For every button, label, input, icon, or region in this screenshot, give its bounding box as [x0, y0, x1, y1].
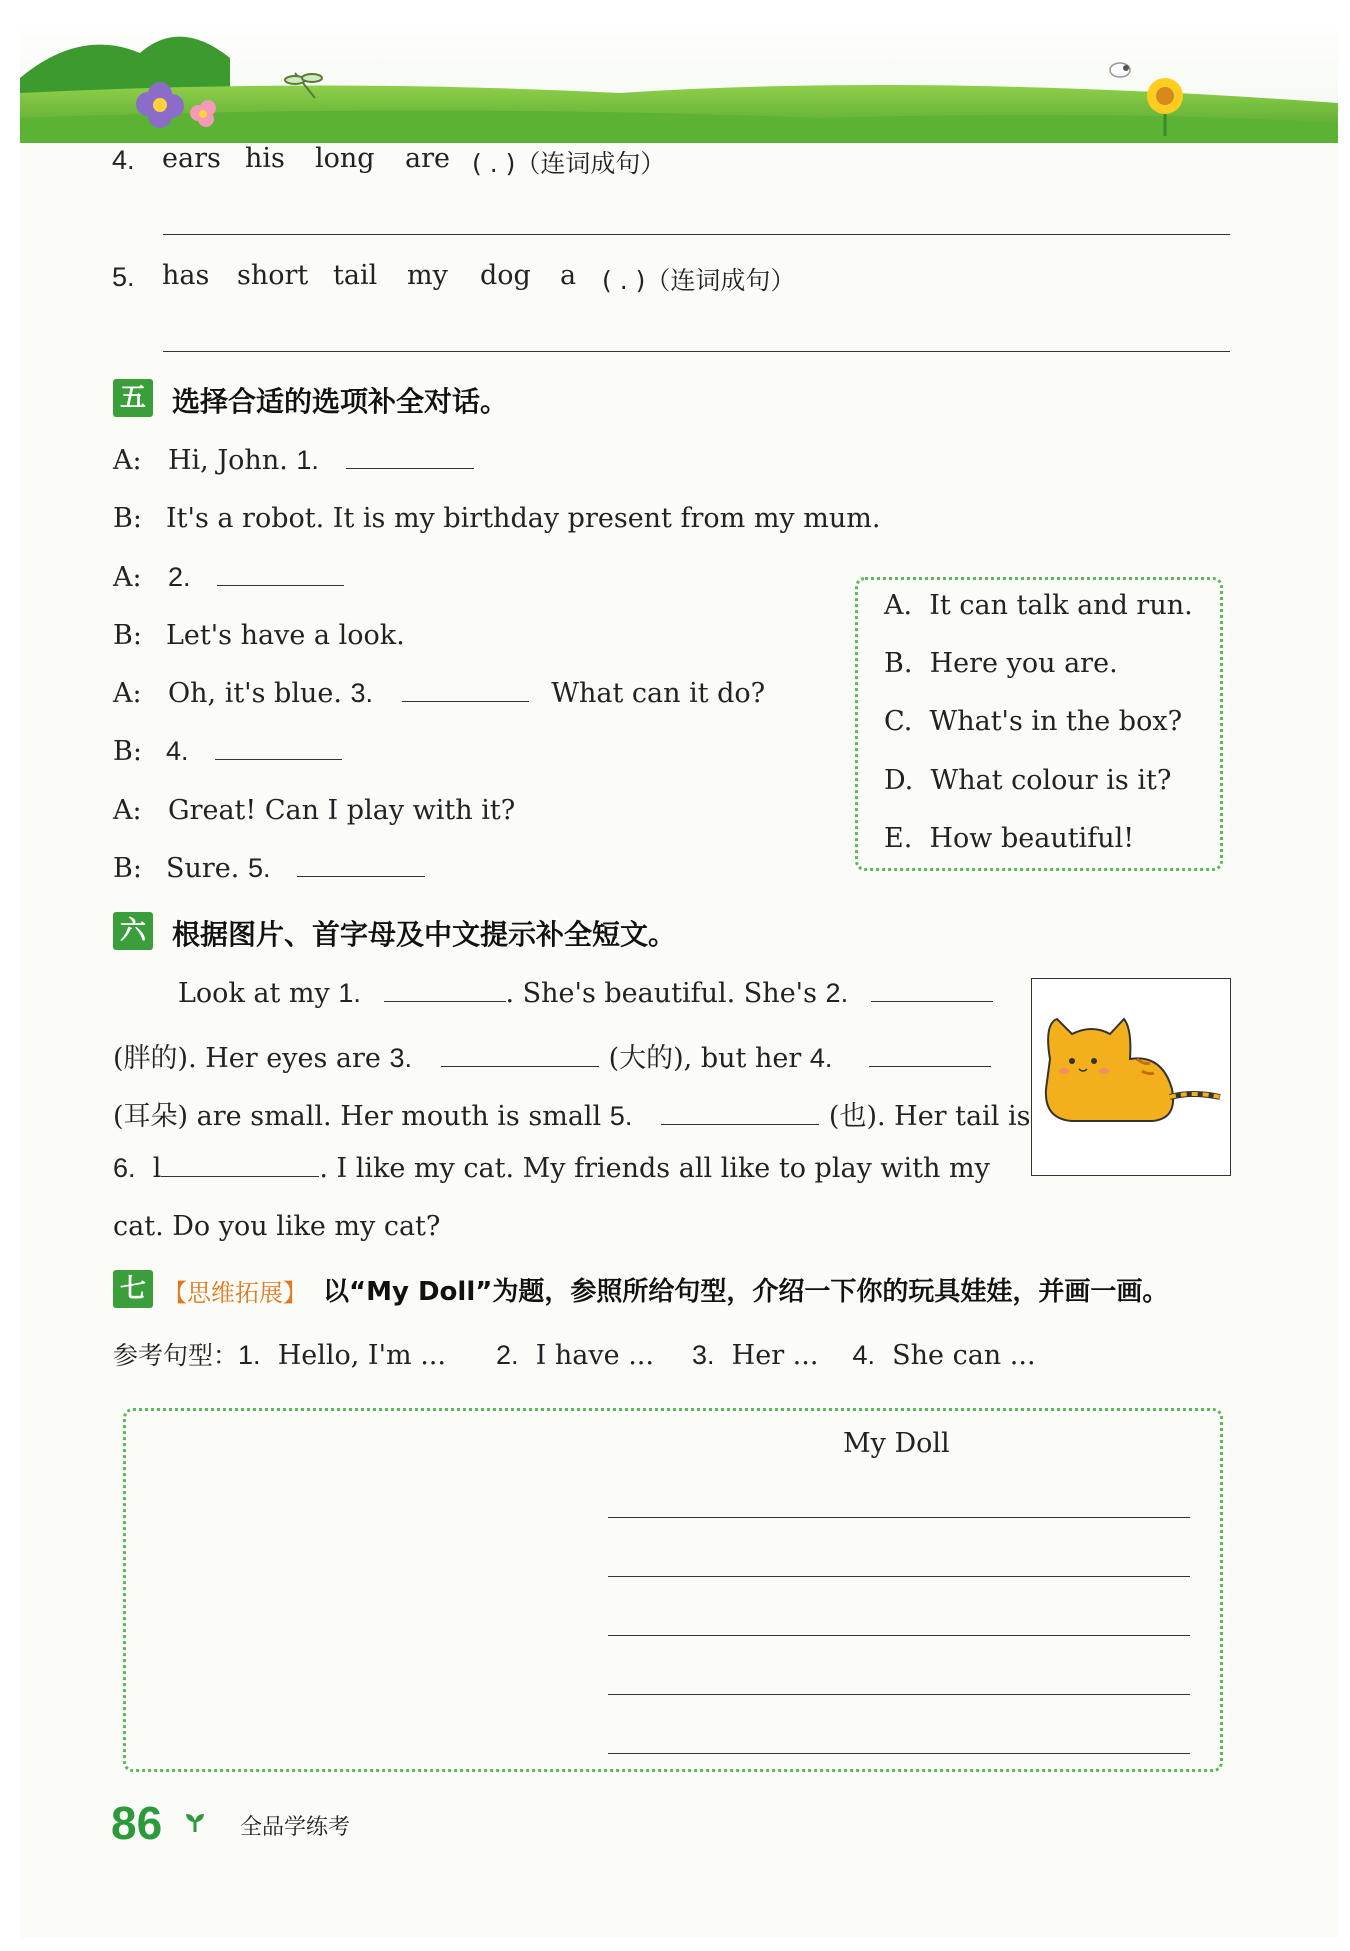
dialog-line: Hi, John. 1. [168, 445, 474, 476]
section-title: 选择合适的选项补全对话。 [172, 385, 509, 418]
answer-blank[interactable] [215, 759, 342, 760]
dialog-line: Let's have a look. [166, 620, 405, 651]
bee-icon [1110, 63, 1130, 77]
question-number: 5. [112, 262, 135, 292]
answer-blank[interactable] [402, 701, 529, 702]
cat-picture [1031, 978, 1231, 1176]
speaker-label: B: [113, 620, 142, 651]
option-item: B. Here you are. [884, 648, 1118, 679]
writing-line[interactable] [608, 1694, 1190, 1695]
answer-blank[interactable] [441, 1066, 599, 1067]
page-number: 86 [111, 1797, 163, 1849]
passage-line: 6. l . I like my cat. My friends all like to play with my [113, 1153, 990, 1184]
brand-name: 全品学练考 [240, 1815, 351, 1840]
scrambled-word: my [407, 260, 448, 291]
scrambled-word: a [560, 260, 577, 291]
scrambled-word: short [237, 260, 309, 291]
speaker-label: A: [113, 562, 142, 593]
passage-line: cat. Do you like my cat? [113, 1211, 441, 1242]
option-item: D. What colour is it? [884, 765, 1172, 796]
option-item: E. How beautiful! [884, 823, 1135, 854]
answer-line[interactable] [163, 234, 1230, 235]
answer-blank[interactable] [869, 1066, 991, 1067]
grass-banner-illustration [20, 18, 1338, 143]
answer-blank[interactable] [217, 585, 344, 586]
scrambled-word: are [405, 143, 450, 174]
dialog-line: It's a robot. It is my birthday present from my mum. [166, 503, 881, 534]
scrambled-word: his [245, 143, 285, 174]
speaker-label: B: [113, 503, 142, 534]
answer-blank[interactable] [161, 1176, 319, 1177]
cat-illustration [1032, 979, 1230, 1175]
writing-line[interactable] [608, 1635, 1190, 1636]
section-title: 以“My Doll”为题，参照所给句型，介绍一下你的玩具娃娃，并画一画。 [323, 1277, 1169, 1307]
section-badge: 六 [113, 912, 153, 950]
answer-blank[interactable] [384, 1001, 506, 1002]
dialog-line: 2. [168, 562, 344, 593]
scrambled-word: has [162, 260, 210, 291]
speaker-label: B: [113, 853, 142, 884]
question-number: 4. [112, 145, 135, 175]
thinking-extension-tag: 【思维拓展】 [163, 1279, 307, 1307]
option-item: C. What's in the box? [884, 706, 1183, 737]
answer-blank[interactable] [871, 1001, 993, 1002]
passage-line: (胖的). Her eyes are 3. (大的), but her 4. [113, 1036, 991, 1075]
answer-blank[interactable] [661, 1124, 819, 1125]
option-item: A. It can talk and run. [884, 590, 1193, 621]
speaker-label: A: [113, 445, 142, 476]
dialog-line: Sure. 5. [166, 853, 425, 884]
section-badge: 七 [113, 1270, 153, 1308]
scrambled-word: tail [333, 260, 378, 291]
answer-blank[interactable] [346, 468, 474, 469]
dialog-line: Great! Can I play with it? [168, 795, 516, 826]
passage-line: Look at my 1. . She's beautiful. She's 2. [178, 978, 993, 1009]
question-hint: ( . )（连词成句） [602, 266, 796, 295]
speaker-label: B: [113, 736, 142, 767]
section-title: 根据图片、首字母及中文提示补全短文。 [172, 918, 677, 951]
scrambled-word: ears [162, 143, 221, 174]
answer-blank[interactable] [297, 876, 425, 877]
scrambled-word: dog [480, 260, 531, 291]
sprout-icon [183, 1810, 207, 1834]
dialog-line: Oh, it's blue. 3. What can it do? [168, 678, 766, 709]
writing-line[interactable] [608, 1753, 1190, 1754]
dialog-line: 4. [166, 736, 342, 767]
writing-line[interactable] [608, 1517, 1190, 1518]
question-hint: ( . )（连词成句） [472, 149, 666, 178]
drawing-writing-box [123, 1408, 1223, 1772]
speaker-label: A: [113, 795, 142, 826]
writing-line[interactable] [608, 1576, 1190, 1577]
section-badge: 五 [113, 379, 153, 417]
answer-line[interactable] [163, 351, 1230, 352]
box-title: My Doll [843, 1428, 950, 1459]
passage-line: (耳朵) are small. Her mouth is small 5. (也). Her tail is [113, 1101, 1031, 1132]
reference-patterns: 参考句型：1. Hello, I'm ... 2. I have ... 3. Her ... 4. She can ... [113, 1340, 1036, 1371]
scrambled-word: long [315, 143, 375, 174]
speaker-label: A: [113, 678, 142, 709]
